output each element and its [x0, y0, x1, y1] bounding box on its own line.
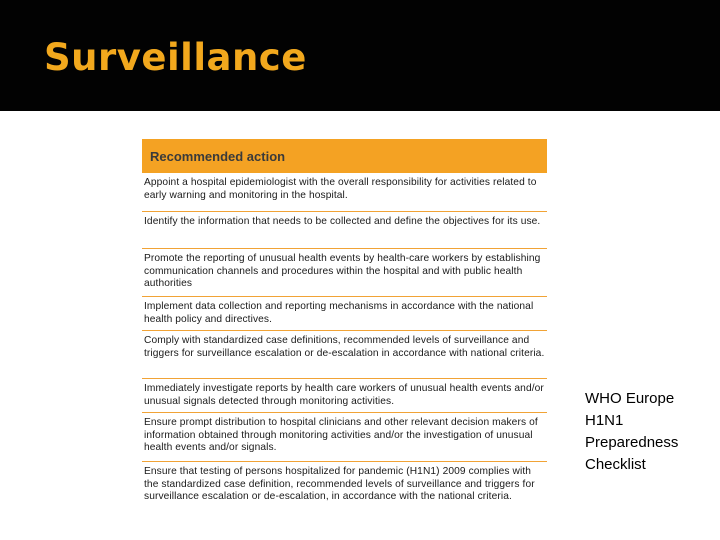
table-row: Ensure prompt distribution to hospital clinicians and other relevant decision makers of information obtained through monitoring activities and/or the investigation of unusual health events and/or signals.	[142, 413, 547, 462]
table-row: Appoint a hospital epidemiologist with the overall responsibility for activities related to early warning and monitoring in the hospital.	[142, 173, 547, 212]
caption-line: WHO Europe	[585, 390, 675, 407]
table-row: Promote the reporting of unusual health events by health-care workers by establishing communication channels and procedures within the hospital and with public health authorities	[142, 249, 547, 297]
recommended-action-table	[142, 139, 547, 521]
caption-line: Checklist	[585, 456, 646, 473]
table-row: Ensure that testing of persons hospitalized for pandemic (H1N1) 2009 complies with the standardized case definition, recommended levels of surveillance and triggers for surveillance escalation or de-escalation, in accordance with the national criteria.	[144, 466, 535, 503]
table-header-label: Recommended action	[150, 148, 286, 164]
table-row: Implement data collection and reporting mechanisms in accordance with the national health policy and directives.	[142, 297, 547, 331]
caption-line: H1N1	[585, 412, 624, 429]
table-row: Immediately investigate reports by health care workers of unusual health events and/or unusual signals detected through monitoring activities.	[142, 379, 547, 413]
slide-title: Surveillance	[44, 36, 307, 79]
table-row: Identify the information that needs to be collected and define the objectives for its use.	[142, 212, 547, 249]
table-row: Comply with standardized case definitions, recommended levels of surveillance and triggers for surveillance escalation or de-escalation in accordance with national criteria.	[142, 331, 547, 379]
table-header	[142, 139, 547, 173]
source-caption	[585, 388, 715, 476]
caption-line: Preparedness	[585, 434, 679, 451]
